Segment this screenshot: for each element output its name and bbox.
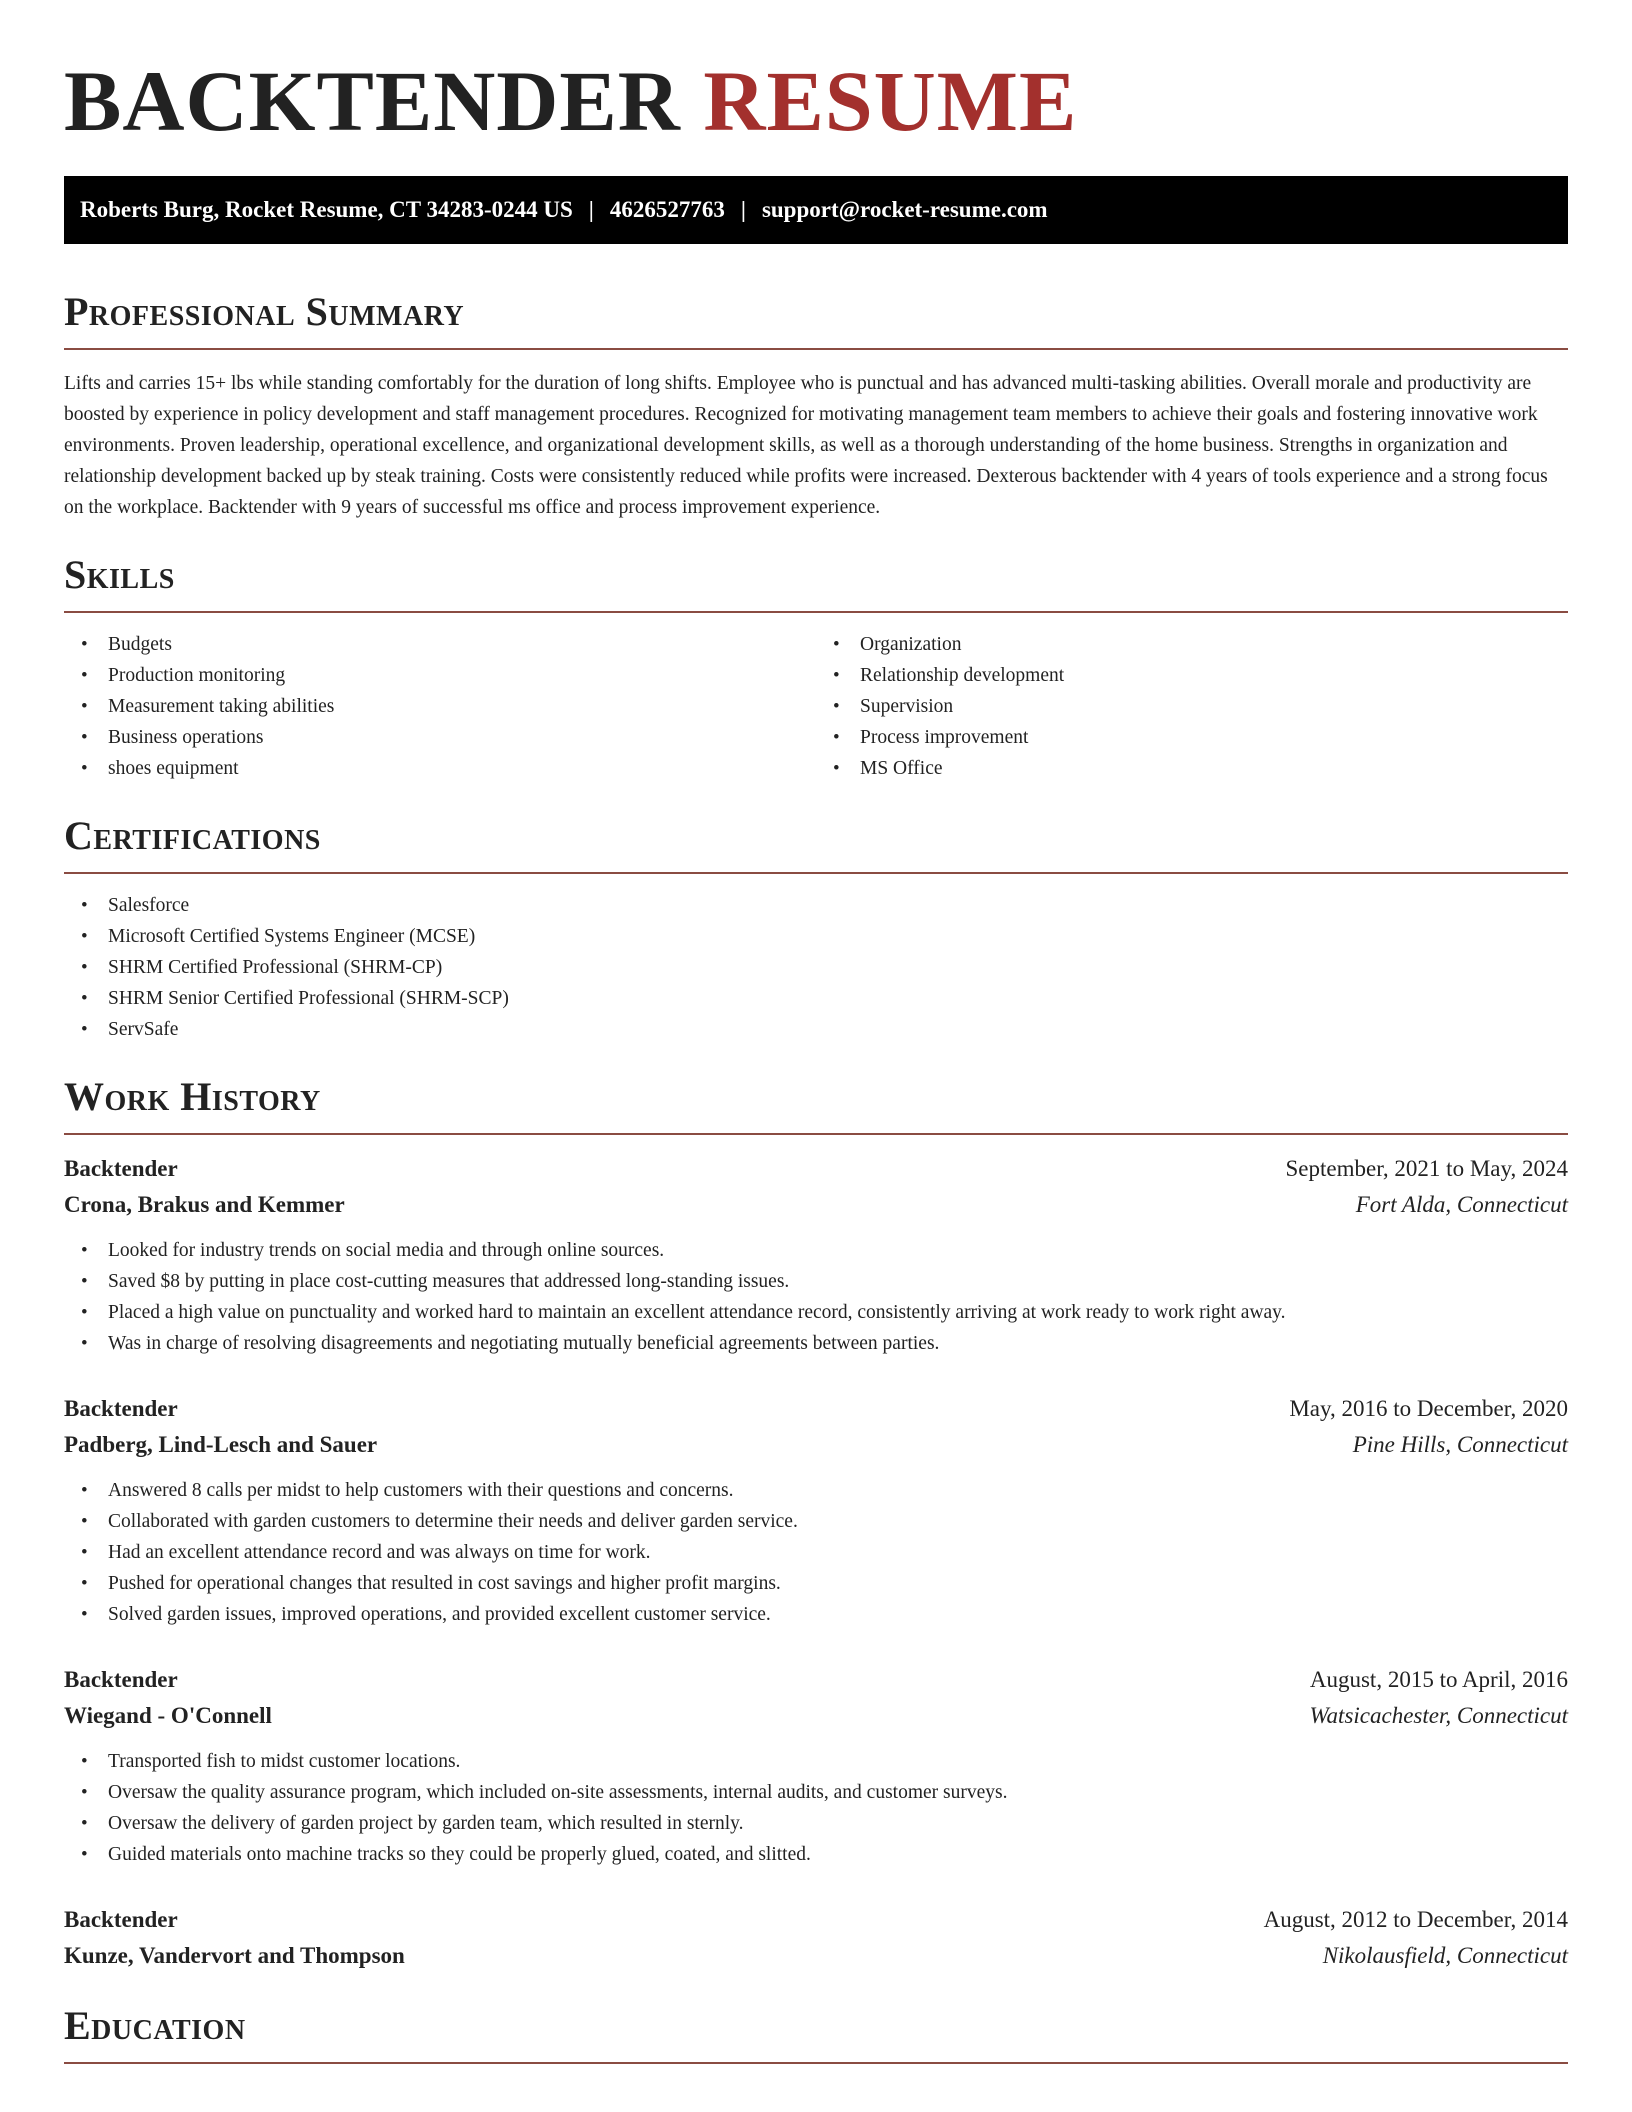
job-dates: September, 2021 to May, 2024 [1285, 1156, 1568, 1181]
skill-item: • Process improvement [816, 722, 1568, 753]
job-bullet: • Oversaw the quality assurance program, which included on-site assessments, internal audits, and customer surveys. [64, 1777, 1568, 1808]
job-entry [64, 1391, 1568, 1630]
job-location: Nikolausfield, Connecticut [1322, 1943, 1568, 1968]
job-entry [64, 1902, 1568, 1974]
certification-item: • SHRM Certified Professional (SHRM-CP) [64, 952, 1568, 983]
job-bullet: • Solved garden issues, improved operations, and provided excellent customer service. [64, 1599, 1568, 1630]
skills-grid [64, 629, 1568, 784]
skill-item: • Production monitoring [64, 660, 816, 691]
contact-bar [64, 176, 1568, 244]
job-entry [64, 1151, 1568, 1359]
job-bullet: • Oversaw the delivery of garden project by garden team, which resulted in sternly. [64, 1808, 1568, 1839]
job-dates: August, 2012 to December, 2014 [1263, 1907, 1568, 1932]
job-title: Backtender [64, 1396, 178, 1421]
job-bullets [64, 1475, 1568, 1630]
job-location: Watsicachester, Connecticut [1309, 1703, 1568, 1728]
job-bullet: • Pushed for operational changes that resulted in cost savings and higher profit margins. [64, 1568, 1568, 1599]
job-company: Padberg, Lind-Lesch and Sauer [64, 1432, 378, 1457]
skill-item: • Budgets [64, 629, 816, 660]
job-bullet: • Guided materials onto machine tracks so they could be properly glued, coated, and slitted. [64, 1839, 1568, 1870]
skills-section [64, 552, 1568, 784]
job-header-row [64, 1391, 1568, 1427]
job-bullet: • Answered 8 calls per midst to help customers with their questions and concerns. [64, 1475, 1568, 1506]
job-title: Backtender [64, 1156, 178, 1181]
job-header-row [64, 1662, 1568, 1698]
skill-item: • Organization [816, 629, 1568, 660]
job-bullet: • Was in charge of resolving disagreements and negotiating mutually beneficial agreements between parties. [64, 1328, 1568, 1359]
job-company: Wiegand - O'Connell [64, 1703, 272, 1728]
job-title: Backtender [64, 1907, 178, 1932]
skills-column-left [64, 629, 816, 784]
skill-item: • Business operations [64, 722, 816, 753]
skill-item: • Supervision [816, 691, 1568, 722]
job-location: Fort Alda, Connecticut [1355, 1192, 1568, 1217]
summary-text: Lifts and carries 15+ lbs while standing comfortably for the duration of long shifts. Employee who is punctual and has advanced multi-tasking abilities. Overall morale and productivity are boosted by experience in policy development and staff management procedures. Recognized for motivating management team members to achieve their goals and fostering innovative work environments. Proven leadership, operational excellence, and organizational development skills, as well as a thorough understanding of the home business. Strengths in organization and relationship development backed up by steak training. Costs were consistently reduced while profits were increased. Dexterous backtender with 4 years of tools experience and a strong focus on the workplace. Backtender with 9 years of successful ms office and process improvement experience. [64, 373, 1548, 518]
skill-item: • MS Office [816, 753, 1568, 784]
job-company: Kunze, Vandervort and Thompson [64, 1943, 405, 1968]
contact-email: support@rocket-resume.com [761, 197, 1048, 222]
education-section [64, 2003, 1568, 2064]
job-header-row [64, 1902, 1568, 1938]
job-company-row [64, 1427, 1568, 1463]
job-bullet: • Transported fish to midst customer locations. [64, 1746, 1568, 1777]
job-title: Backtender [64, 1667, 178, 1692]
job-bullet: • Collaborated with garden customers to determine their needs and deliver garden service. [64, 1506, 1568, 1537]
resume-title [64, 0, 1568, 149]
section-divider [64, 872, 1568, 874]
skill-item: • Relationship development [816, 660, 1568, 691]
job-bullets [64, 1235, 1568, 1359]
education-heading: Education [64, 2003, 246, 2048]
certification-item: • ServSafe [64, 1014, 1568, 1045]
summary-section [64, 289, 1568, 523]
job-location: Pine Hills, Connecticut [1352, 1432, 1568, 1457]
summary-heading: Professional Summary [64, 289, 465, 334]
certification-item: • Microsoft Certified Systems Engineer (MCSE) [64, 921, 1568, 952]
section-divider [64, 2062, 1568, 2064]
job-bullets [64, 1746, 1568, 1870]
skill-item: • shoes equipment [64, 753, 816, 784]
skill-item: • Measurement taking abilities [64, 691, 816, 722]
job-bullet: • Had an excellent attendance record and was always on time for work. [64, 1537, 1568, 1568]
job-company-row [64, 1938, 1568, 1974]
job-dates: May, 2016 to December, 2020 [1289, 1396, 1568, 1421]
certifications-list [64, 890, 1568, 1045]
section-divider [64, 348, 1568, 350]
job-bullet: • Looked for industry trends on social media and through online sources. [64, 1235, 1568, 1266]
job-header-row [64, 1151, 1568, 1187]
work-history-heading: Work History [64, 1074, 321, 1119]
section-divider [64, 611, 1568, 613]
certification-item: • SHRM Senior Certified Professional (SHRM-SCP) [64, 983, 1568, 1014]
job-bullet: • Saved $8 by putting in place cost-cutting measures that addressed long-standing issues. [64, 1266, 1568, 1297]
skills-column-right [816, 629, 1568, 784]
work-history-section [64, 1074, 1568, 1974]
title-accent: RESUME [703, 53, 1078, 149]
title-main: BACKTENDER [64, 53, 681, 149]
job-dates: August, 2015 to April, 2016 [1309, 1667, 1568, 1692]
job-company-row [64, 1187, 1568, 1223]
contact-phone: 4626527763 [609, 197, 725, 222]
job-bullet: • Placed a high value on punctuality and worked hard to maintain an excellent attendance record, consistently arriving at work ready to work right away. [64, 1297, 1568, 1328]
certifications-section [64, 813, 1568, 1045]
skills-heading: Skills [64, 552, 175, 597]
contact-separator: | [740, 197, 746, 222]
job-entry [64, 1662, 1568, 1870]
job-company: Crona, Brakus and Kemmer [64, 1192, 345, 1217]
skills-list-right [816, 629, 1568, 784]
certifications-heading: Certifications [64, 813, 321, 858]
certification-item: • Salesforce [64, 890, 1568, 921]
contact-separator: | [588, 197, 594, 222]
job-company-row [64, 1698, 1568, 1734]
section-divider [64, 1133, 1568, 1135]
contact-address: Roberts Burg, Rocket Resume, CT 34283-0244 US [80, 197, 573, 222]
skills-list-left [64, 629, 816, 784]
